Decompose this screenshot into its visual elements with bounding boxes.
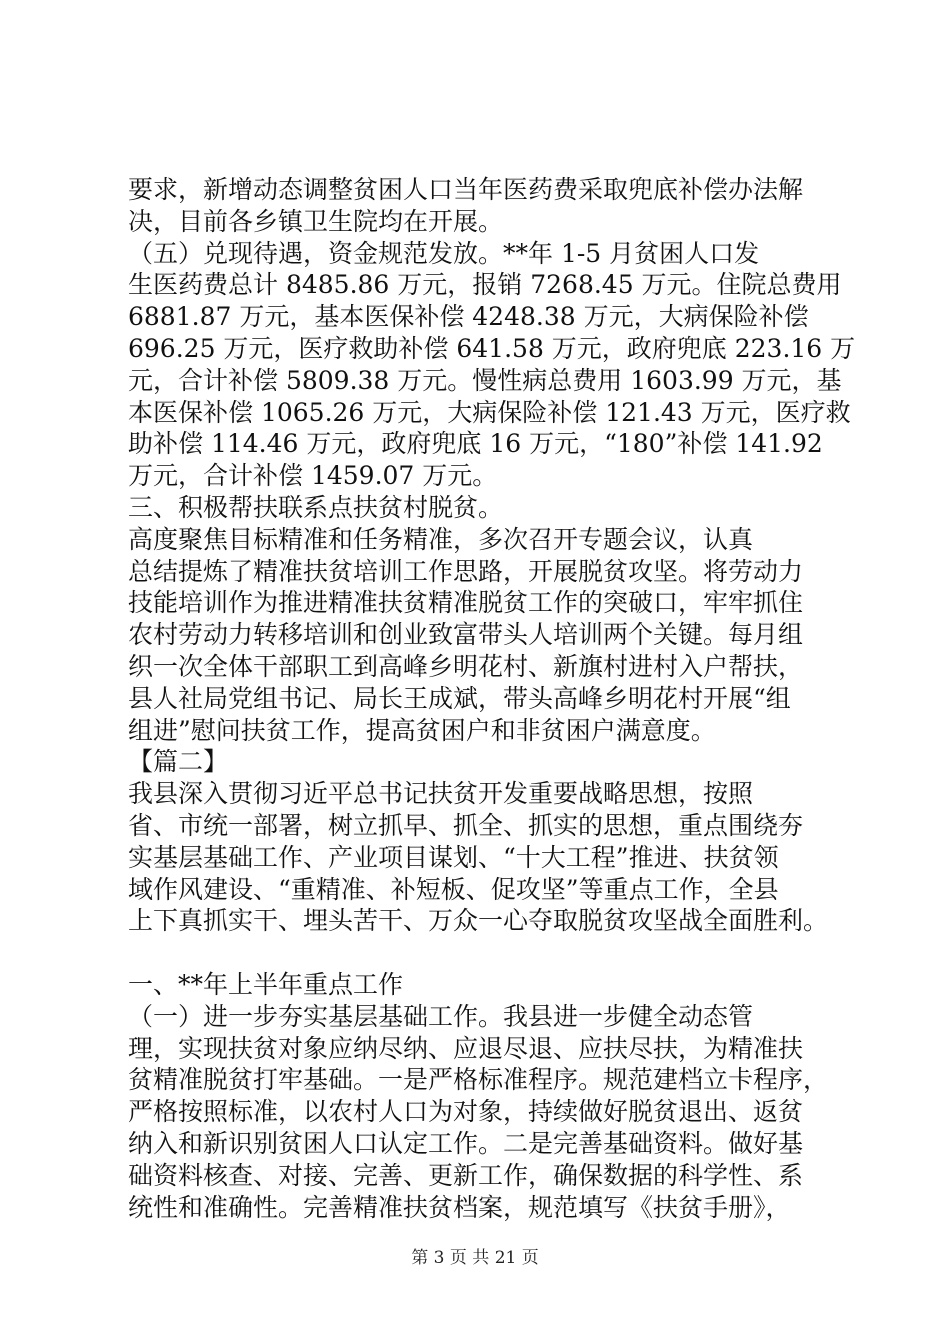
text-line: 总结提炼了精准扶贫培训工作思路，开展脱贫攻坚。将劳动力 — [128, 556, 804, 586]
text-line: 高度聚焦目标精准和任务精准，多次召开专题会议，认真 — [128, 524, 754, 554]
text-line: 贫精准脱贫打牢基础。一是严格标准程序。规范建档立卡程序， — [128, 1065, 829, 1095]
text-line: 要求，新增动态调整贫困人口当年医药费采取兜底补偿办法解 — [128, 175, 804, 204]
text-line: 我县深入贯彻习近平总书记扶贫开发重要战略思想，按照 — [128, 779, 754, 809]
text-line: 元，合计补偿 5809.38 万元。慢性病总费用 1603.99 万元，基 — [128, 365, 842, 395]
document-body — [128, 174, 856, 1223]
text-line: 织一次全体干部职工到高峰乡明花村、新旗村进村入户帮扶， — [128, 651, 804, 681]
text-line: 纳入和新识别贫困人口认定工作。二是完善基础资料。做好基 — [128, 1128, 804, 1158]
text-line: 本医保补偿 1065.26 万元，大病保险补偿 121.43 万元，医疗救 — [128, 397, 851, 427]
text-line: 三、积极帮扶联系点扶贫村脱贫。 — [128, 492, 504, 522]
text-line: 生医药费总计 8485.86 万元，报销 7268.45 万元。住院总费用 — [128, 270, 842, 300]
text-line: 农村劳动力转移培训和创业致富带头人培训两个关键。每月组 — [128, 620, 804, 650]
text-line: 严格按照标准，以农村人口为对象，持续做好脱贫退出、返贫 — [128, 1097, 804, 1127]
text-line: 助补偿 114.46 万元，政府兜底 16 万元，“180”补偿 141.92 — [128, 429, 823, 459]
text-line: （一）进一步夯实基层基础工作。我县进一步健全动态管 — [128, 1001, 754, 1031]
text-line: 省、市统一部署，树立抓早、抓全、抓实的思想，重点围绕夯 — [128, 810, 804, 840]
text-line: 技能培训作为推进精准扶贫精准脱贫工作的突破口，牢牢抓住 — [128, 588, 804, 618]
text-line: 上下真抓实干、埋头苦干、万众一心夺取脱贫攻坚战全面胜利。 — [128, 906, 829, 936]
page-footer: 第 3 页 共 21 页 — [411, 1248, 539, 1268]
text-line: 6881.87 万元，基本医保补偿 4248.38 万元，大病保险补偿 — [128, 302, 809, 332]
text-line: 一、**年上半年重点工作 — [128, 969, 404, 999]
text-line: 础资料核查、对接、完善、更新工作，确保数据的科学性、系 — [128, 1160, 804, 1190]
text-line: 域作风建设、“重精准、补短板、促攻坚”等重点工作，全县 — [128, 874, 779, 904]
text-line: 组进”慰问扶贫工作，提高贫困户和非贫困户满意度。 — [128, 715, 716, 745]
text-line: 实基层基础工作、产业项目谋划、“十大工程”推进、扶贫领 — [128, 842, 779, 872]
blank-line — [128, 937, 850, 969]
text-line: 理，实现扶贫对象应纳尽纳、应退尽退、应扶尽扶，为精准扶 — [128, 1033, 804, 1063]
text-line: （五）兑现待遇，资金规范发放。**年 1-5 月贫困人口发 — [128, 238, 760, 268]
text-line: 统性和准确性。完善精准扶贫档案，规范填写《扶贫手册》， — [128, 1192, 791, 1222]
text-line: 决，目前各乡镇卫生院均在开展。 — [128, 206, 504, 236]
text-line: 696.25 万元，医疗救助补偿 641.58 万元，政府兜底 223.16 万 — [128, 333, 856, 363]
text-line: 【篇二】 — [128, 747, 229, 777]
text-line: 县人社局党组书记、局长王成斌，带头高峰乡明花村开展“组 — [128, 683, 791, 713]
text-line: 万元，合计补偿 1459.07 万元。 — [128, 461, 498, 491]
